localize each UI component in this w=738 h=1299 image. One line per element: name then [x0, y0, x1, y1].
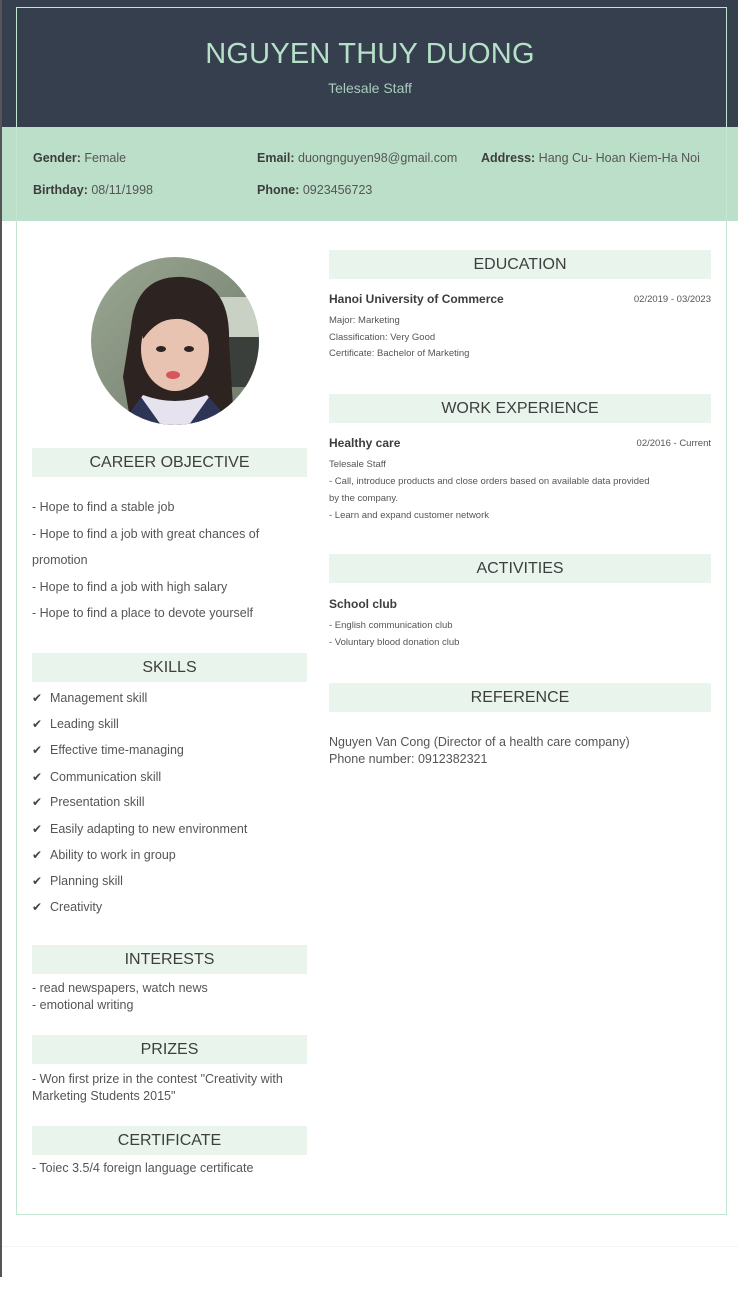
gender-field	[33, 151, 126, 165]
objective-line: - Hope to find a stable job	[32, 500, 175, 514]
skill-label: Ability to work in group	[50, 848, 176, 862]
check-icon: ✔	[32, 795, 43, 809]
gender-label: Gender:	[33, 151, 81, 165]
address-value: Hang Cu- Hoan Kiem-Ha Noi	[538, 151, 700, 165]
education-date: 02/2019 - 03/2023	[633, 294, 711, 305]
phone-value: 0923456723	[302, 183, 373, 197]
work-date: 02/2016 - Current	[636, 438, 711, 449]
activity-line: - English communication club	[329, 620, 453, 631]
skill-label: Leading skill	[50, 717, 119, 731]
check-icon: ✔	[32, 743, 43, 757]
prizes-heading: PRIZES	[32, 1035, 307, 1064]
phone-label: Phone:	[257, 183, 300, 197]
certificate-list	[32, 1161, 253, 1175]
interests-heading: INTERESTS	[32, 945, 307, 974]
skill-label: Effective time-managing	[50, 743, 184, 757]
profile-photo	[91, 257, 259, 425]
activity-details	[329, 617, 459, 651]
work-company: Healthy care	[329, 436, 401, 450]
prize-line: - Won first prize in the contest "Creativity with	[32, 1072, 283, 1086]
objective-line: - Hope to find a job with great chances of	[32, 526, 260, 541]
address-label: Address:	[481, 151, 536, 165]
education-heading: EDUCATION	[329, 250, 711, 279]
activities-heading: ACTIVITIES	[329, 554, 711, 583]
address-field	[481, 151, 700, 165]
email-label: Email:	[257, 151, 295, 165]
check-icon: ✔	[32, 770, 43, 784]
skill-item	[32, 900, 102, 914]
skill-item	[32, 743, 184, 757]
reference-line: Nguyen Van Cong (Director of a health care company)	[329, 735, 630, 749]
check-icon: ✔	[32, 874, 43, 888]
work-details	[329, 456, 650, 524]
page-bottom-divider	[2, 1246, 738, 1247]
objective-line: - Hope to find a place to devote yourself	[32, 606, 253, 620]
skill-label: Easily adapting to new environment	[50, 822, 248, 836]
reference-details	[329, 734, 630, 767]
gender-value: Female	[84, 151, 127, 165]
work-line: - Call, introduce products and close orders based on available data provided	[329, 476, 650, 487]
education-line: Certificate: Bachelor of Marketing	[329, 348, 470, 359]
birthday-field	[33, 183, 153, 197]
skill-label: Communication skill	[50, 770, 162, 784]
skill-item	[32, 822, 247, 836]
candidate-role: Telesale Staff	[328, 80, 412, 96]
prizes-list	[32, 1071, 283, 1104]
window-left-edge	[0, 0, 2, 1277]
birthday-label: Birthday:	[33, 183, 88, 197]
career-objective-list	[32, 494, 259, 627]
check-icon: ✔	[32, 822, 43, 836]
check-icon: ✔	[32, 848, 43, 862]
candidate-name: NGUYEN THUY DUONG	[205, 38, 535, 70]
work-experience-heading: WORK EXPERIENCE	[329, 394, 711, 423]
prize-line: Marketing Students 2015"	[32, 1088, 176, 1103]
check-icon: ✔	[32, 717, 43, 731]
interests-list	[32, 980, 208, 1013]
activity-name: School club	[329, 597, 398, 611]
work-line: by the company.	[329, 493, 399, 504]
education-details	[329, 313, 469, 363]
skill-item	[32, 717, 119, 731]
skills-heading: SKILLS	[32, 653, 307, 682]
education-line: Classification: Very Good	[329, 331, 436, 343]
birthday-value: 08/11/1998	[91, 183, 153, 197]
work-line: Telesale Staff	[329, 459, 386, 470]
interest-line: - emotional writing	[32, 997, 134, 1012]
certificate-line: - Toiec 3.5/4 foreign language certificate	[32, 1161, 254, 1175]
skill-item	[32, 848, 176, 862]
work-line: - Learn and expand customer network	[329, 510, 490, 521]
check-icon: ✔	[32, 691, 43, 705]
skill-label: Management skill	[50, 691, 148, 705]
reference-heading: REFERENCE	[329, 683, 711, 712]
resume-header	[0, 0, 738, 127]
contact-info-band	[0, 127, 738, 221]
skill-item	[32, 691, 147, 705]
education-line: Major: Marketing	[329, 315, 400, 326]
skill-item	[32, 770, 161, 784]
skill-label: Planning skill	[50, 874, 123, 888]
check-icon: ✔	[32, 900, 43, 914]
interest-line: - read newspapers, watch news	[32, 981, 208, 995]
objective-line: promotion	[32, 553, 88, 567]
objective-line: - Hope to find a job with high salary	[32, 579, 228, 594]
education-school: Hanoi University of Commerce	[329, 292, 504, 306]
skill-item	[32, 795, 145, 809]
career-objective-heading: CAREER OBJECTIVE	[32, 448, 307, 477]
reference-line: Phone number: 0912382321	[329, 751, 488, 766]
activity-line: - Voluntary blood donation club	[329, 637, 460, 648]
email-field	[257, 151, 457, 165]
phone-field	[257, 183, 372, 197]
certificate-heading: CERTIFICATE	[32, 1126, 307, 1155]
skill-label: Presentation skill	[50, 795, 145, 809]
profile-photo-icon	[91, 257, 259, 425]
skill-label: Creativity	[50, 900, 103, 914]
skill-item	[32, 874, 123, 888]
email-value: duongnguyen98@gmail.com	[298, 151, 458, 165]
